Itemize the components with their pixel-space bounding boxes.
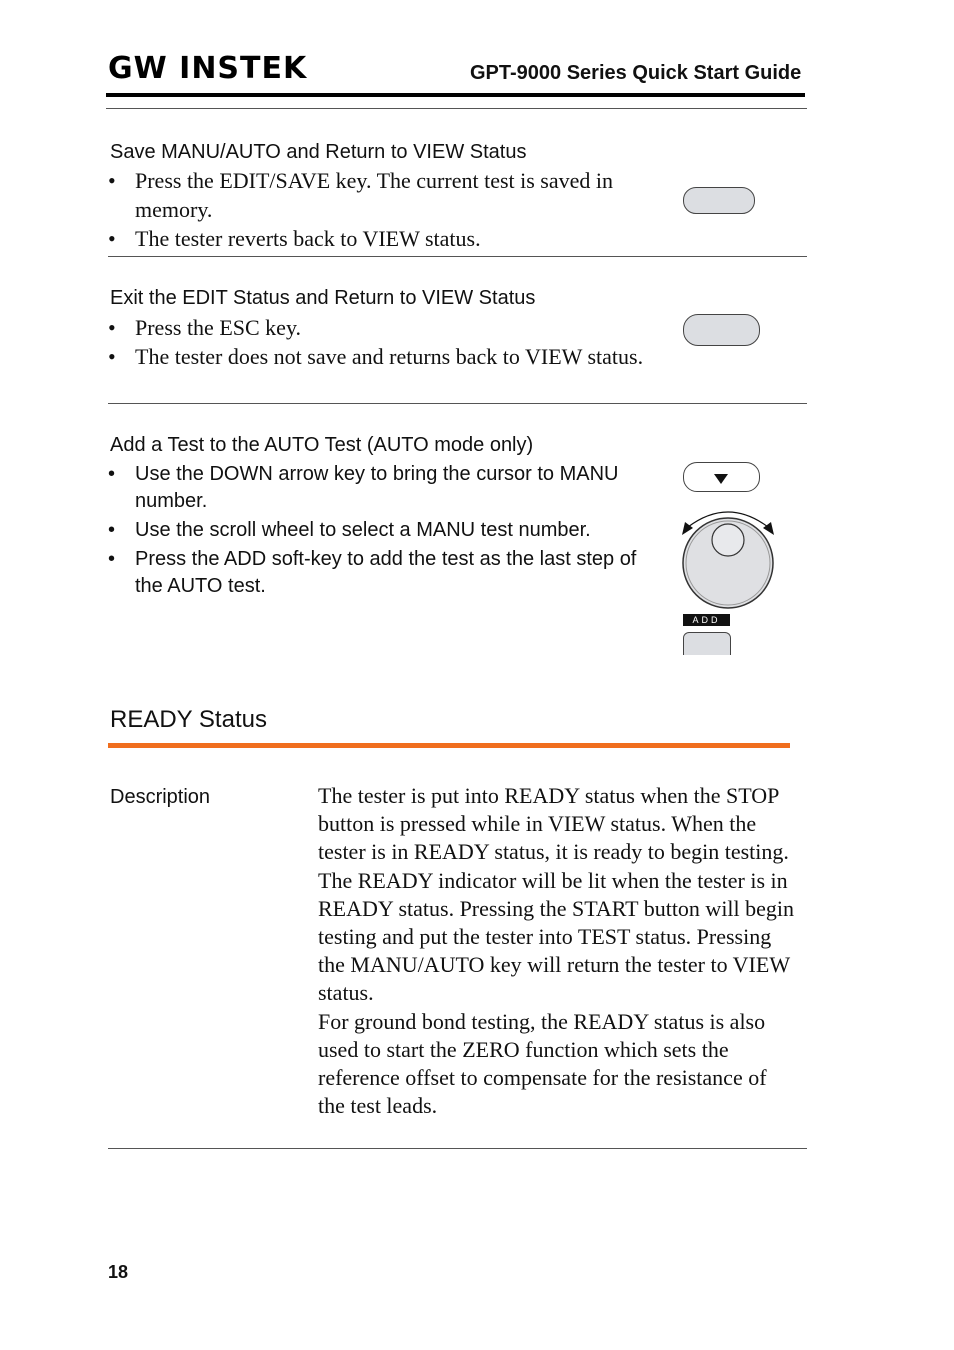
down-arrow-icon [684, 463, 759, 491]
section-title-save: Save MANU/AUTO and Return to VIEW Status [110, 141, 527, 163]
bullet-list-add [108, 461, 668, 600]
bullet-item: • Use the DOWN arrow key to bring the cursor to MANU number. [108, 461, 668, 515]
bullet-item: • The tester reverts back to VIEW status. [108, 224, 668, 253]
edit-save-key-icon [683, 187, 755, 214]
page-number: 18 [108, 1262, 129, 1282]
bullet-list-exit [108, 313, 668, 371]
section-divider [108, 403, 807, 404]
header-rule-thin [106, 108, 807, 109]
bullet-item: • Press the EDIT/SAVE key. The current test is saved in memory. [108, 166, 668, 224]
description-text [318, 782, 798, 1120]
scroll-wheel-icon [676, 505, 780, 611]
section-title-add: Add a Test to the AUTO Test (AUTO mode only) [110, 434, 534, 456]
description-paragraph: The tester is put into READY status when the STOP button is pressed while in VIEW status. When the tester is in READY status, it is ready to begin testing. The READY indicator will be lit when the tester is in READY status. Pressing the START button will begin testing and put the tester into TEST status. Pressing the MANU/AUTO key will return the tester to VIEW status. [318, 783, 795, 1006]
section-divider [108, 256, 807, 257]
down-arrow-key-icon [683, 462, 760, 492]
description-label: Description [110, 786, 211, 808]
header-rule-thick [106, 93, 805, 97]
add-softkey-icon [683, 632, 731, 655]
esc-key-icon [683, 314, 760, 346]
section-title-exit: Exit the EDIT Status and Return to VIEW Status [110, 287, 536, 309]
bullet-item: • Press the ADD soft-key to add the test as the last step of the AUTO test. [108, 546, 668, 600]
bullet-item: • Press the ESC key. [108, 313, 668, 342]
guide-title: GPT-9000 Series Quick Start Guide [470, 62, 802, 84]
brand-logo: GW INSTEK [108, 51, 308, 86]
description-paragraph: For ground bond testing, the READY status is also used to start the ZERO function which sets the reference offset to compensate for the resistance of the test leads. [318, 1008, 767, 1119]
add-softkey-label: ADD [683, 614, 730, 626]
bullet-item: • The tester does not save and returns back to VIEW status. [108, 342, 668, 371]
bullet-item: • Use the scroll wheel to select a MANU test number. [108, 517, 668, 544]
bullet-list-save [108, 166, 668, 253]
table-bottom-rule [108, 1148, 807, 1149]
ready-status-heading: READY Status [110, 706, 267, 733]
heading-accent-rule [108, 743, 790, 748]
